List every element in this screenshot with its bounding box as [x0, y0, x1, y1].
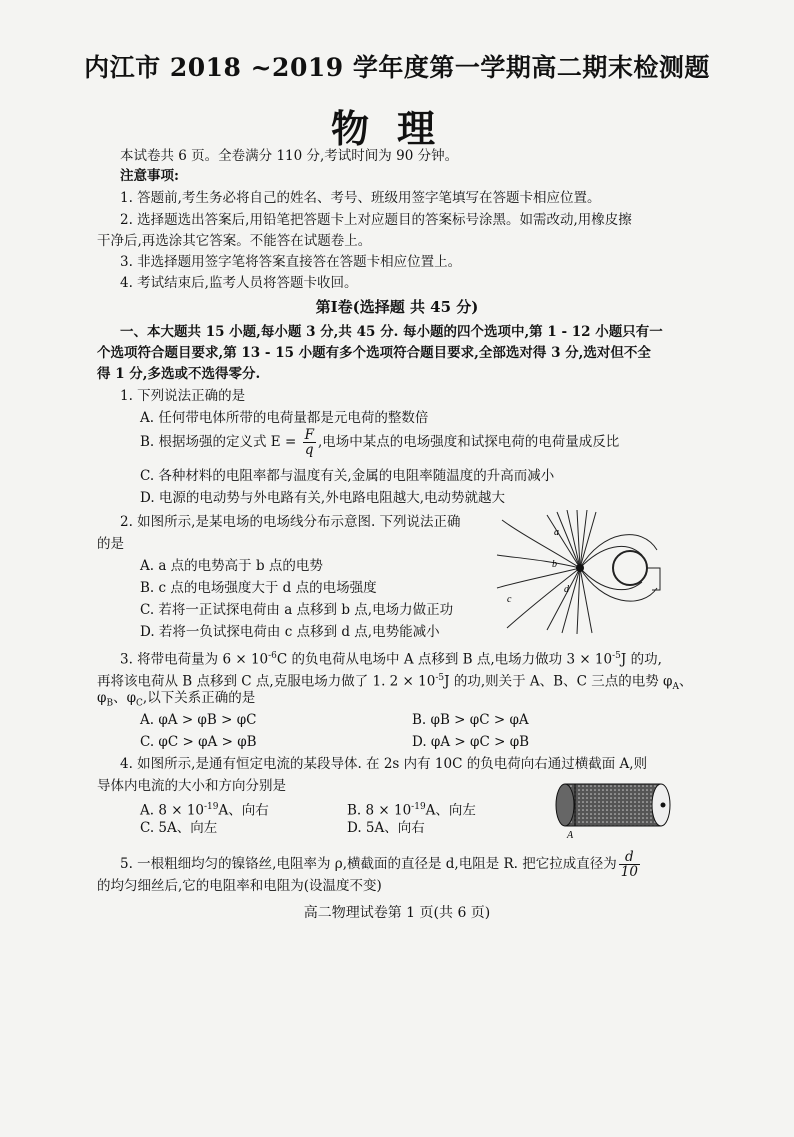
notice-1: 1. 答题前,考生务必将自己的姓名、考号、班级用签字笔填写在答题卡相应位置。 — [120, 190, 601, 206]
q5-frac-num: d — [619, 850, 640, 865]
q1-option-d: D. 电源的电动势与外电路有关,外电路电阻越大,电动势就越大 — [140, 490, 506, 506]
q3-option-c: C. φC > φA > φB — [140, 734, 257, 750]
q3-line-3: $\varphi_B$、$\varphi_C$,以下关系正确的是 — [97, 690, 256, 709]
q5-l1: 5. 一根粗细均匀的镍铬丝,电阻率为 ρ,横截面的直径是 d,电阻是 R. 把它拉成直径为 — [120, 856, 617, 872]
q4-b-post: A、向左 — [425, 802, 476, 819]
q1-option-b — [140, 428, 619, 457]
q3-exp-1: -6 — [268, 651, 277, 661]
q5-frac-den: 10 — [620, 864, 638, 880]
q4-line-2: 导体内电流的大小和方向分别是 — [97, 778, 286, 794]
q4-option-c: C. 5A、向左 — [140, 820, 218, 836]
label-d: d — [564, 584, 569, 595]
q4-b-exp: -19 — [411, 802, 426, 812]
q1-option-c: C. 各种材料的电阻率都与温度有关,金属的电阻率随温度的升高而减小 — [140, 468, 555, 484]
q5-line-2: 的均匀细丝后,它的电阻率和电阻为(设温度不变) — [97, 878, 382, 894]
q4-a-pre: A. 8 × 10 — [140, 802, 204, 819]
q1-stem: 1. 下列说法正确的是 — [120, 388, 246, 404]
q1-option-b-pre: B. 根据场强的定义式 E = — [140, 434, 297, 450]
label-c: c — [507, 594, 512, 605]
q3-l1c: J 的功, — [620, 651, 662, 668]
q4-b-pre: B. 8 × 10 — [347, 802, 412, 819]
q2-option-b: B. c 点的电场强度大于 d 点的电场强度 — [140, 580, 377, 596]
q4-a-exp: -19 — [204, 802, 219, 812]
section-instruction-3: 得 1 分,多选或不选得零分. — [97, 366, 261, 382]
q5-line-1 — [120, 850, 642, 879]
q4-a-post: A、向右 — [218, 802, 269, 819]
label-a: a — [554, 527, 559, 538]
notice-2b: 干净后,再选涂其它答案。不能答在试题卷上。 — [97, 233, 372, 249]
q3-l3: 以下关系正确的是 — [147, 690, 256, 706]
page-footer: 高二物理试卷第 1 页(共 6 页) — [303, 905, 491, 921]
q1-frac-num: F — [304, 427, 314, 443]
point-charge — [576, 564, 584, 572]
q1-fraction — [303, 428, 316, 457]
q2-option-c: C. 若将一正试探电荷由 a 点移到 b 点,电场力做正功 — [140, 602, 454, 618]
section-instruction-2: 个选项符合题目要求,第 13 - 15 小题有多个选项符合题目要求,全部选对得 3 分,选对但不全 — [97, 345, 651, 361]
exam-title: 内江市 2018 ~2019 学年度第一学期高二期末检测题 — [84, 53, 710, 82]
q3-l1b: C 的负电荷从电场中 A 点移到 B 点,电场力做功 3 × 10 — [276, 651, 613, 668]
notice-4: 4. 考试结束后,监考人员将答题卡收回。 — [120, 275, 358, 291]
q3-exp-3: -5 — [435, 673, 445, 683]
q2-option-a: A. a 点的电势高于 b 点的电势 — [140, 558, 323, 574]
notice-2a: 2. 选择题选出答案后,用铅笔把答题卡上对应题目的答案标号涂黑。如需改动,用橡皮擦 — [120, 212, 632, 228]
q3-line-1 — [120, 646, 662, 670]
q2-stem-2: 的是 — [97, 536, 124, 552]
conductor-diagram — [553, 780, 675, 840]
q2-stem-1: 2. 如图所示,是某电场的电场线分布示意图. 下列说法正确 — [120, 514, 461, 530]
cross-section-label: A — [567, 830, 574, 840]
q4-option-a — [140, 797, 269, 821]
electric-field-diagram — [492, 510, 682, 635]
q1-frac-den: q — [304, 442, 314, 458]
q4-line-1: 4. 如图所示,是通有恒定电流的某段导体. 在 2s 内有 10C 的负电荷向右通过横截面 A,则 — [120, 756, 648, 772]
q3-l1a: 3. 将带电荷量为 6 × 10 — [120, 651, 269, 668]
q4-option-b — [347, 797, 476, 821]
q4-option-d: D. 5A、向右 — [347, 820, 425, 836]
q2-option-d: D. 若将一负试探电荷由 c 点移到 d 点,电势能减小 — [140, 624, 440, 640]
intro-line: 本试卷共 6 页。全卷满分 110 分,考试时间为 90 分钟。 — [120, 148, 459, 164]
q5-fraction — [619, 850, 640, 879]
q3-l2b: J 的功,则关于 A、B、C 三点的电势 φ — [444, 673, 673, 690]
q3-sub-a: A — [672, 682, 679, 693]
q3-option-a: A. φA > φB > φC — [140, 712, 257, 728]
q3-l2c: 、 — [678, 673, 693, 690]
subject-title: 物理 — [330, 106, 463, 151]
q1-option-a: A. 任何带电体所带的电荷量都是元电荷的整数倍 — [140, 410, 429, 426]
notice-title: 注意事项: — [120, 168, 179, 184]
section-instruction-1: 一、本大题共 15 小题,每小题 3 分,共 45 分. 每小题的四个选项中,第 1 - 12 小题只有一 — [120, 324, 663, 340]
q3-exp-2: -5 — [612, 651, 621, 661]
q3-l2a: 再将该电荷从 B 点移到 C 点,克服电场力做了 1. 2 × 10 — [97, 673, 436, 690]
notice-3: 3. 非选择题用签字笔将答案直接答在答题卡相应位置上。 — [120, 254, 462, 270]
q1-option-b-post: ,电场中某点的电场强度和试探电荷的电荷量成反比 — [317, 434, 620, 450]
q3-option-b: B. φB > φC > φA — [412, 712, 529, 728]
section-title: 第Ⅰ卷(选择题 共 45 分) — [315, 298, 479, 316]
label-b: b — [552, 559, 557, 570]
q3-option-d: D. φA > φC > φB — [412, 734, 530, 750]
